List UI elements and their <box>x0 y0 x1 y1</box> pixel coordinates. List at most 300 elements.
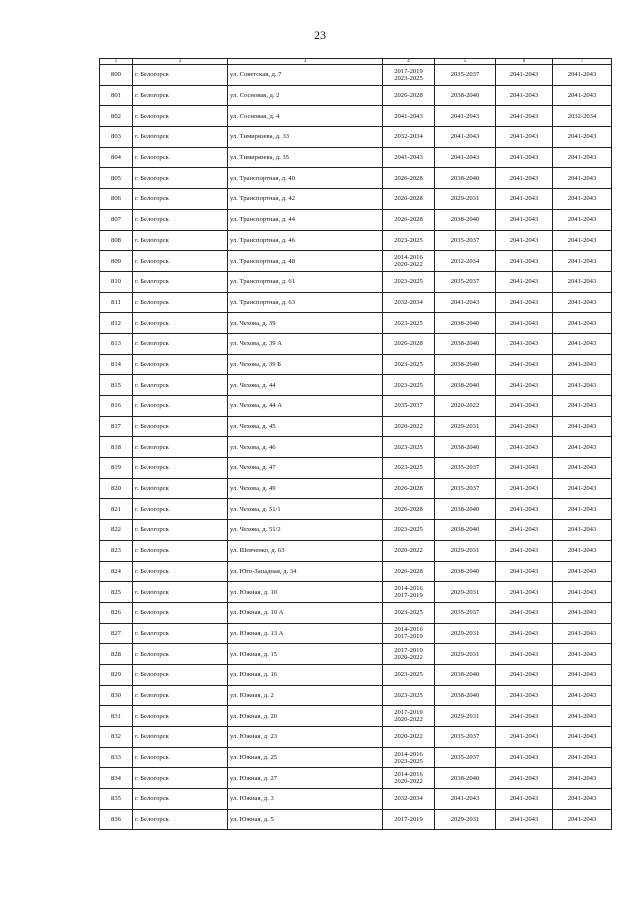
address-cell: ул. Южная, д. 10 <box>228 582 383 603</box>
period-cell-4: 2014-2016 2020-2022 <box>383 251 435 272</box>
period-cell-6: 2041-2043 <box>496 706 553 727</box>
period-cell-6: 2041-2043 <box>496 747 553 768</box>
table-row <box>100 520 612 541</box>
period-cell-5: 2038-2040 <box>435 375 496 396</box>
city-cell: г. Белогорск <box>133 685 228 706</box>
column-number: 4 <box>383 59 435 65</box>
period-cell-7: 2041-2043 <box>553 602 612 623</box>
row-number-cell: 834 <box>100 768 133 789</box>
period-cell-5: 2041-2043 <box>435 147 496 168</box>
period-cell-4: 2023-2025 <box>383 437 435 458</box>
table-row <box>100 85 612 106</box>
period-cell-5: 2029-2031 <box>435 623 496 644</box>
table-row <box>100 127 612 148</box>
table-row <box>100 416 612 437</box>
table-row <box>100 375 612 396</box>
city-cell: г. Белогорск <box>133 664 228 685</box>
row-number-cell: 807 <box>100 209 133 230</box>
period-cell-5: 2038-2040 <box>435 85 496 106</box>
row-number-cell: 823 <box>100 540 133 561</box>
row-number-cell: 804 <box>100 147 133 168</box>
city-cell: г. Белогорск <box>133 333 228 354</box>
period-cell-7: 2041-2043 <box>553 727 612 748</box>
period-cell-5: 2038-2040 <box>435 313 496 334</box>
column-number: 7 <box>553 59 612 65</box>
row-number-cell: 812 <box>100 313 133 334</box>
address-cell: ул. Транспортная, д. 40 <box>228 168 383 189</box>
address-cell: ул. Южная, д. 16 <box>228 664 383 685</box>
period-cell-4: 2014-2016 2023-2025 <box>383 747 435 768</box>
period-cell-7: 2041-2043 <box>553 706 612 727</box>
period-cell-4: 2023-2025 <box>383 685 435 706</box>
period-cell-6: 2041-2043 <box>496 768 553 789</box>
period-cell-5: 2038-2040 <box>435 685 496 706</box>
period-cell-4: 2026-2028 <box>383 561 435 582</box>
period-cell-5: 2029-2031 <box>435 644 496 665</box>
period-cell-4: 2014-2016 2020-2022 <box>383 768 435 789</box>
city-cell: г. Белогорск <box>133 147 228 168</box>
address-cell: ул. Южная, д. 13 А <box>228 623 383 644</box>
period-cell-4: 2023-2025 <box>383 375 435 396</box>
table-row <box>100 809 612 830</box>
table-row <box>100 437 612 458</box>
table-row <box>100 458 612 479</box>
row-number-cell: 825 <box>100 582 133 603</box>
period-cell-4: 2017-2019 <box>383 809 435 830</box>
period-cell-4: 2017-2019 2023-2025 <box>383 65 435 86</box>
table-row <box>100 582 612 603</box>
row-number-cell: 806 <box>100 189 133 210</box>
period-cell-5: 2029-2031 <box>435 582 496 603</box>
column-number: 2 <box>133 59 228 65</box>
period-cell-4: 2023-2025 <box>383 230 435 251</box>
period-cell-7: 2041-2043 <box>553 664 612 685</box>
table-row <box>100 230 612 251</box>
row-number-cell: 802 <box>100 106 133 127</box>
row-number-cell: 827 <box>100 623 133 644</box>
table-row <box>100 789 612 810</box>
address-cell: ул. Сосновая, д. 4 <box>228 106 383 127</box>
row-number-cell: 822 <box>100 520 133 541</box>
period-cell-7: 2041-2043 <box>553 85 612 106</box>
city-cell: г. Белогорск <box>133 271 228 292</box>
period-cell-4: 2026-2028 <box>383 333 435 354</box>
period-cell-4: 2026-2028 <box>383 85 435 106</box>
row-number-cell: 803 <box>100 127 133 148</box>
period-cell-5: 2038-2040 <box>435 561 496 582</box>
period-cell-4: 2023-2025 <box>383 602 435 623</box>
period-cell-7: 2041-2043 <box>553 540 612 561</box>
period-cell-7: 2041-2043 <box>553 147 612 168</box>
row-number-cell: 801 <box>100 85 133 106</box>
period-cell-6: 2041-2043 <box>496 271 553 292</box>
period-cell-4: 2026-2028 <box>383 478 435 499</box>
address-cell: ул. Чехова, д. 51/2 <box>228 520 383 541</box>
period-cell-5: 2029-2031 <box>435 706 496 727</box>
table-row <box>100 106 612 127</box>
table-row <box>100 189 612 210</box>
period-cell-6: 2041-2043 <box>496 478 553 499</box>
period-cell-5: 2038-2040 <box>435 520 496 541</box>
period-cell-6: 2041-2043 <box>496 623 553 644</box>
row-number-cell: 817 <box>100 416 133 437</box>
city-cell: г. Белогорск <box>133 230 228 251</box>
row-number-cell: 830 <box>100 685 133 706</box>
period-cell-4: 2023-2025 <box>383 354 435 375</box>
period-cell-5: 2029-2031 <box>435 416 496 437</box>
table-row <box>100 292 612 313</box>
table-row <box>100 168 612 189</box>
row-number-cell: 826 <box>100 602 133 623</box>
period-cell-7: 2041-2043 <box>553 478 612 499</box>
period-cell-6: 2041-2043 <box>496 416 553 437</box>
table-row <box>100 478 612 499</box>
table-body <box>100 65 612 830</box>
row-number-cell: 811 <box>100 292 133 313</box>
city-cell: г. Белогорск <box>133 65 228 86</box>
address-cell: ул. Чехова, д. 46 <box>228 437 383 458</box>
address-cell: ул. Южная, д. 10 А <box>228 602 383 623</box>
address-cell: ул. Транспортная, д. 48 <box>228 251 383 272</box>
period-cell-4: 2026-2028 <box>383 189 435 210</box>
city-cell: г. Белогорск <box>133 727 228 748</box>
page-number: 23 <box>314 28 326 42</box>
period-cell-7: 2041-2043 <box>553 209 612 230</box>
city-cell: г. Белогорск <box>133 768 228 789</box>
period-cell-5: 2035-2037 <box>435 458 496 479</box>
row-number-cell: 814 <box>100 354 133 375</box>
period-cell-7: 2041-2043 <box>553 809 612 830</box>
table-row <box>100 354 612 375</box>
period-cell-4: 2032-2034 <box>383 127 435 148</box>
period-cell-4: 2017-2019 2020-2022 <box>383 644 435 665</box>
city-cell: г. Белогорск <box>133 582 228 603</box>
period-cell-6: 2041-2043 <box>496 520 553 541</box>
period-cell-7: 2041-2043 <box>553 292 612 313</box>
period-cell-5: 2038-2040 <box>435 437 496 458</box>
city-cell: г. Белогорск <box>133 458 228 479</box>
table-row <box>100 664 612 685</box>
table-row <box>100 271 612 292</box>
period-cell-5: 2041-2043 <box>435 292 496 313</box>
period-cell-5: 2020-2022 <box>435 396 496 417</box>
row-number-cell: 819 <box>100 458 133 479</box>
row-number-cell: 821 <box>100 499 133 520</box>
period-cell-5: 2041-2043 <box>435 127 496 148</box>
period-cell-6: 2041-2043 <box>496 85 553 106</box>
row-number-cell: 813 <box>100 333 133 354</box>
period-cell-5: 2038-2040 <box>435 499 496 520</box>
city-cell: г. Белогорск <box>133 623 228 644</box>
address-cell: ул. Советская, д. 7 <box>228 65 383 86</box>
address-cell: ул. Чехова, д. 39 А <box>228 333 383 354</box>
address-cell: ул. Чехова, д. 44 <box>228 375 383 396</box>
row-number-cell: 832 <box>100 727 133 748</box>
city-cell: г. Белогорск <box>133 106 228 127</box>
row-number-cell: 824 <box>100 561 133 582</box>
table-row <box>100 333 612 354</box>
period-cell-5: 2035-2037 <box>435 727 496 748</box>
period-cell-7: 2041-2043 <box>553 313 612 334</box>
city-cell: г. Белогорск <box>133 209 228 230</box>
city-cell: г. Белогорск <box>133 809 228 830</box>
period-cell-7: 2041-2043 <box>553 623 612 644</box>
city-cell: г. Белогорск <box>133 354 228 375</box>
period-cell-6: 2041-2043 <box>496 147 553 168</box>
column-number: 6 <box>496 59 553 65</box>
address-cell: ул. Юго-Западная, д. 34 <box>228 561 383 582</box>
address-cell: ул. Чехова, д. 51/1 <box>228 499 383 520</box>
period-cell-5: 2029-2031 <box>435 809 496 830</box>
period-cell-7: 2041-2043 <box>553 230 612 251</box>
period-cell-7: 2041-2043 <box>553 416 612 437</box>
address-cell: ул. Транспортная, д. 46 <box>228 230 383 251</box>
period-cell-6: 2041-2043 <box>496 127 553 148</box>
period-cell-5: 2041-2043 <box>435 789 496 810</box>
address-cell: ул. Южная, д. 15 <box>228 644 383 665</box>
city-cell: г. Белогорск <box>133 747 228 768</box>
period-cell-6: 2041-2043 <box>496 561 553 582</box>
table-row <box>100 540 612 561</box>
period-cell-6: 2041-2043 <box>496 396 553 417</box>
period-cell-7: 2041-2043 <box>553 396 612 417</box>
period-cell-7: 2032-2034 <box>553 106 612 127</box>
period-cell-6: 2041-2043 <box>496 664 553 685</box>
address-cell: ул. Тимирязева, д. 35 <box>228 147 383 168</box>
period-cell-7: 2041-2043 <box>553 251 612 272</box>
column-number: 3 <box>228 59 383 65</box>
period-cell-7: 2041-2043 <box>553 768 612 789</box>
row-number-cell: 818 <box>100 437 133 458</box>
period-cell-4: 2014-2016 2017-2019 <box>383 582 435 603</box>
period-cell-5: 2035-2037 <box>435 65 496 86</box>
address-cell: ул. Транспортная, д. 61 <box>228 271 383 292</box>
period-cell-4: 2023-2025 <box>383 313 435 334</box>
period-cell-4: 2020-2022 <box>383 416 435 437</box>
table-row <box>100 727 612 748</box>
city-cell: г. Белогорск <box>133 313 228 334</box>
period-cell-5: 2035-2037 <box>435 230 496 251</box>
period-cell-6: 2041-2043 <box>496 809 553 830</box>
period-cell-6: 2041-2043 <box>496 499 553 520</box>
table-row <box>100 251 612 272</box>
table-row <box>100 685 612 706</box>
city-cell: г. Белогорск <box>133 478 228 499</box>
period-cell-5: 2038-2040 <box>435 664 496 685</box>
city-cell: г. Белогорск <box>133 644 228 665</box>
address-cell: ул. Транспортная, д. 44 <box>228 209 383 230</box>
address-cell: ул. Сосновая, д. 2 <box>228 85 383 106</box>
period-cell-7: 2041-2043 <box>553 499 612 520</box>
table-row <box>100 747 612 768</box>
period-cell-5: 2035-2037 <box>435 271 496 292</box>
column-number: 1 <box>100 59 133 65</box>
period-cell-4: 2023-2025 <box>383 458 435 479</box>
period-cell-6: 2041-2043 <box>496 65 553 86</box>
address-cell: ул. Южная, д. 25 <box>228 747 383 768</box>
city-cell: г. Белогорск <box>133 292 228 313</box>
period-cell-4: 2026-2028 <box>383 499 435 520</box>
address-cell: ул. Шевченко, д. 63 <box>228 540 383 561</box>
address-cell: ул. Чехова, д. 39 <box>228 313 383 334</box>
table-row <box>100 602 612 623</box>
address-cell: ул. Транспортная, д. 42 <box>228 189 383 210</box>
address-cell: ул. Чехова, д. 49 <box>228 478 383 499</box>
period-cell-4: 2041-2043 <box>383 106 435 127</box>
period-cell-7: 2041-2043 <box>553 561 612 582</box>
row-number-cell: 800 <box>100 65 133 86</box>
period-cell-6: 2041-2043 <box>496 230 553 251</box>
city-cell: г. Белогорск <box>133 706 228 727</box>
period-cell-6: 2041-2043 <box>496 251 553 272</box>
row-number-cell: 809 <box>100 251 133 272</box>
period-cell-6: 2041-2043 <box>496 644 553 665</box>
period-cell-6: 2041-2043 <box>496 168 553 189</box>
period-cell-4: 2032-2034 <box>383 292 435 313</box>
table-row <box>100 147 612 168</box>
period-cell-7: 2041-2043 <box>553 582 612 603</box>
period-cell-7: 2041-2043 <box>553 271 612 292</box>
address-cell: ул. Тимирязева, д. 33 <box>228 127 383 148</box>
row-number-cell: 820 <box>100 478 133 499</box>
period-cell-4: 2023-2025 <box>383 664 435 685</box>
city-cell: г. Белогорск <box>133 520 228 541</box>
period-cell-4: 2026-2028 <box>383 168 435 189</box>
period-cell-6: 2041-2043 <box>496 437 553 458</box>
period-cell-6: 2041-2043 <box>496 292 553 313</box>
address-cell: ул. Чехова, д. 45 <box>228 416 383 437</box>
period-cell-5: 2035-2037 <box>435 747 496 768</box>
table-row <box>100 644 612 665</box>
row-number-cell: 815 <box>100 375 133 396</box>
address-cell: ул. Чехова, д. 44 А <box>228 396 383 417</box>
city-cell: г. Белогорск <box>133 168 228 189</box>
city-cell: г. Белогорск <box>133 540 228 561</box>
address-cell: ул. Южная, д. 2 <box>228 685 383 706</box>
city-cell: г. Белогорск <box>133 251 228 272</box>
period-cell-4: 2032-2034 <box>383 789 435 810</box>
city-cell: г. Белогорск <box>133 561 228 582</box>
period-cell-7: 2041-2043 <box>553 127 612 148</box>
period-cell-6: 2041-2043 <box>496 354 553 375</box>
period-cell-6: 2041-2043 <box>496 540 553 561</box>
row-number-cell: 833 <box>100 747 133 768</box>
address-cell: ул. Южная, д. 5 <box>228 809 383 830</box>
period-cell-7: 2041-2043 <box>553 333 612 354</box>
table-row <box>100 561 612 582</box>
table-row <box>100 313 612 334</box>
period-cell-7: 2041-2043 <box>553 789 612 810</box>
city-cell: г. Белогорск <box>133 602 228 623</box>
period-cell-7: 2041-2043 <box>553 65 612 86</box>
table-row <box>100 706 612 727</box>
address-cell: ул. Чехова, д. 47 <box>228 458 383 479</box>
table-row <box>100 396 612 417</box>
row-number-cell: 810 <box>100 271 133 292</box>
period-cell-4: 2026-2028 <box>383 209 435 230</box>
address-cell: ул. Южная, д. 3 <box>228 789 383 810</box>
row-number-cell: 835 <box>100 789 133 810</box>
row-number-cell: 836 <box>100 809 133 830</box>
city-cell: г. Белогорск <box>133 189 228 210</box>
period-cell-7: 2041-2043 <box>553 458 612 479</box>
city-cell: г. Белогорск <box>133 85 228 106</box>
period-cell-5: 2038-2040 <box>435 768 496 789</box>
period-cell-5: 2029-2031 <box>435 189 496 210</box>
period-cell-7: 2041-2043 <box>553 168 612 189</box>
table-row <box>100 499 612 520</box>
city-cell: г. Белогорск <box>133 499 228 520</box>
row-number-cell: 816 <box>100 396 133 417</box>
period-cell-4: 2020-2022 <box>383 540 435 561</box>
registry-table <box>99 58 612 830</box>
table-row <box>100 209 612 230</box>
table-row <box>100 768 612 789</box>
period-cell-5: 2041-2043 <box>435 106 496 127</box>
period-cell-6: 2041-2043 <box>496 106 553 127</box>
row-number-cell: 805 <box>100 168 133 189</box>
period-cell-4: 2023-2025 <box>383 271 435 292</box>
city-cell: г. Белогорск <box>133 437 228 458</box>
period-cell-6: 2041-2043 <box>496 209 553 230</box>
period-cell-6: 2041-2043 <box>496 727 553 748</box>
period-cell-7: 2041-2043 <box>553 644 612 665</box>
period-cell-5: 2032-2034 <box>435 251 496 272</box>
period-cell-7: 2041-2043 <box>553 685 612 706</box>
row-number-cell: 808 <box>100 230 133 251</box>
address-cell: ул. Транспортная, д. 63 <box>228 292 383 313</box>
period-cell-5: 2038-2040 <box>435 354 496 375</box>
period-cell-6: 2041-2043 <box>496 602 553 623</box>
period-cell-4: 2023-2025 <box>383 520 435 541</box>
table-row <box>100 65 612 86</box>
period-cell-5: 2035-2037 <box>435 478 496 499</box>
period-cell-7: 2041-2043 <box>553 354 612 375</box>
city-cell: г. Белогорск <box>133 416 228 437</box>
city-cell: г. Белогорск <box>133 375 228 396</box>
period-cell-4: 2035-2037 <box>383 396 435 417</box>
address-cell: ул. Южная, д. 23 <box>228 727 383 748</box>
row-number-cell: 829 <box>100 664 133 685</box>
table-row <box>100 623 612 644</box>
period-cell-6: 2041-2043 <box>496 189 553 210</box>
period-cell-6: 2041-2043 <box>496 582 553 603</box>
period-cell-6: 2041-2043 <box>496 789 553 810</box>
period-cell-4: 2014-2016 2017-2019 <box>383 623 435 644</box>
period-cell-6: 2041-2043 <box>496 375 553 396</box>
period-cell-7: 2041-2043 <box>553 375 612 396</box>
period-cell-7: 2041-2043 <box>553 747 612 768</box>
address-cell: ул. Южная, д. 27 <box>228 768 383 789</box>
period-cell-6: 2041-2043 <box>496 333 553 354</box>
period-cell-6: 2041-2043 <box>496 458 553 479</box>
row-number-cell: 828 <box>100 644 133 665</box>
period-cell-5: 2038-2040 <box>435 168 496 189</box>
period-cell-7: 2041-2043 <box>553 189 612 210</box>
period-cell-6: 2041-2043 <box>496 685 553 706</box>
period-cell-4: 2020-2022 <box>383 727 435 748</box>
period-cell-7: 2041-2043 <box>553 520 612 541</box>
city-cell: г. Белогорск <box>133 396 228 417</box>
address-cell: ул. Южная, д. 20 <box>228 706 383 727</box>
period-cell-4: 2041-2043 <box>383 147 435 168</box>
period-cell-6: 2041-2043 <box>496 313 553 334</box>
city-cell: г. Белогорск <box>133 127 228 148</box>
city-cell: г. Белогорск <box>133 789 228 810</box>
column-number: 5 <box>435 59 496 65</box>
period-cell-4: 2017-2019 2020-2022 <box>383 706 435 727</box>
row-number-cell: 831 <box>100 706 133 727</box>
